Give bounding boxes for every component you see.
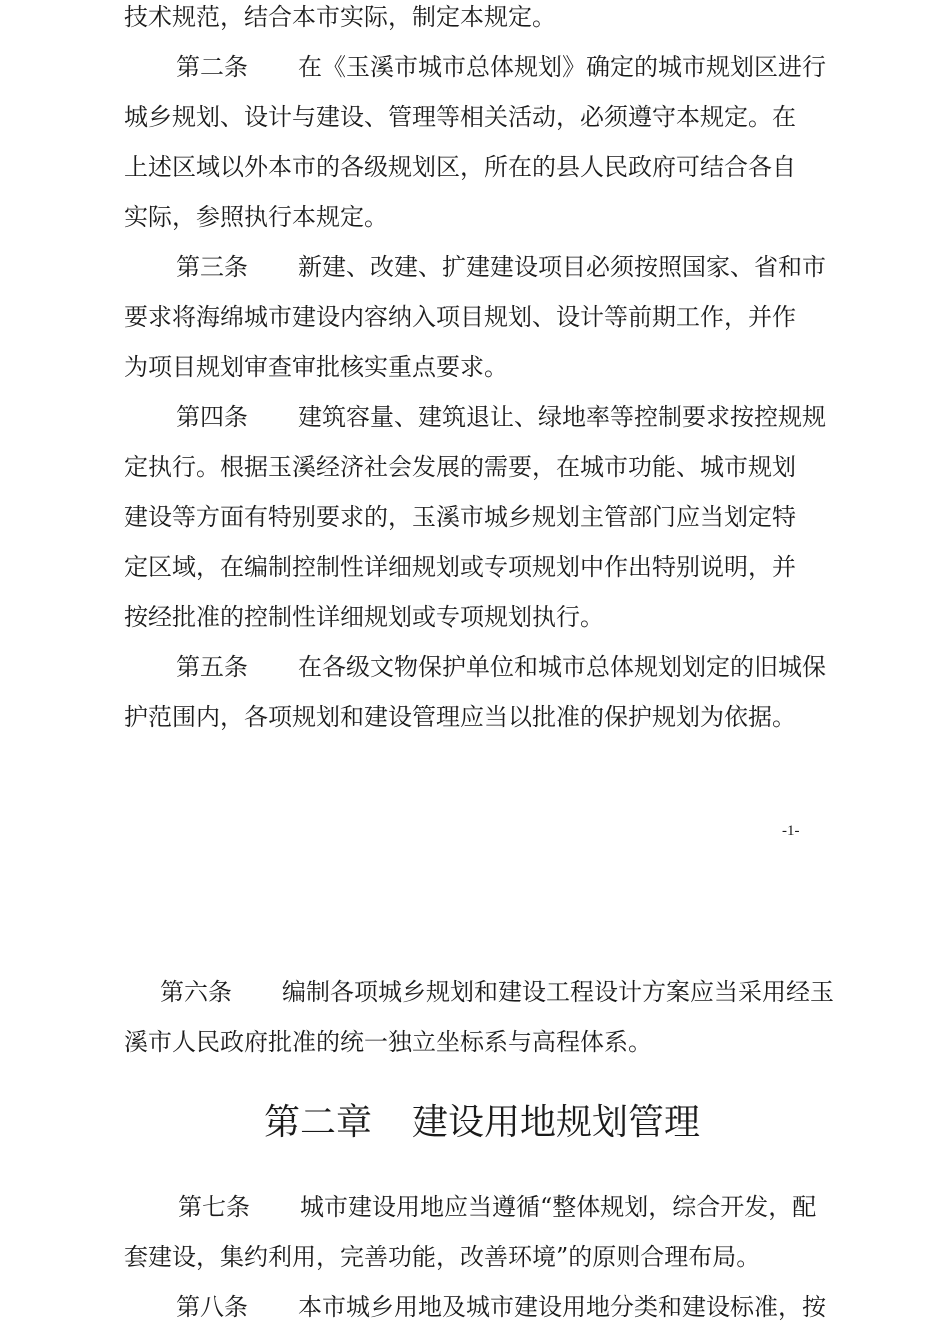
article-text: 建筑容量、建筑退让、绿地率等控制要求按控规规	[298, 403, 826, 431]
article-text: 在各级文物保护单位和城市总体规划划定的旧城保	[298, 653, 826, 681]
article-text: 城市建设用地应当遵循“整体规划，综合开发，配	[300, 1193, 817, 1221]
article-2-first-line	[176, 52, 826, 82]
text-line: 建设等方面有特别要求的，玉溪市城乡规划主管部门应当划定特	[124, 503, 796, 531]
article-number: 第二条	[176, 53, 248, 81]
article-5-first-line	[176, 652, 826, 682]
article-4-first-line	[176, 402, 826, 432]
text-line: 要求将海绵城市建设内容纳入项目规划、设计等前期工作，并作	[124, 303, 796, 331]
article-text: 新建、改建、扩建建设项目必须按照国家、省和市	[298, 253, 826, 281]
article-number: 第八条	[176, 1293, 248, 1321]
article-6-first-line	[160, 977, 834, 1007]
chapter-heading	[264, 1102, 700, 1144]
text-line: 定执行。根据玉溪经济社会发展的需要，在城市功能、城市规划	[124, 453, 796, 481]
text-line: 护范围内，各项规划和建设管理应当以批准的保护规划为依据。	[124, 703, 796, 731]
article-text: 本市城乡用地及城市建设用地分类和建设标准，按	[298, 1293, 826, 1321]
article-number: 第七条	[178, 1193, 250, 1221]
article-7-first-line	[178, 1192, 816, 1222]
text-line: 套建设，集约利用，完善功能，改善环境”的原则合理布局。	[124, 1243, 761, 1271]
article-3-first-line	[176, 252, 826, 282]
chapter-title: 建设用地规划管理	[412, 1102, 701, 1143]
article-8-first-line	[176, 1292, 826, 1322]
article-number: 第三条	[176, 253, 248, 281]
article-text: 编制各项城乡规划和建设工程设计方案应当采用经玉	[282, 978, 834, 1006]
text-line: 为项目规划审查审批核实重点要求。	[124, 353, 508, 381]
article-number: 第四条	[176, 403, 248, 431]
article-number: 第五条	[176, 653, 248, 681]
text-line: 实际，参照执行本规定。	[124, 203, 388, 231]
article-number: 第六条	[160, 978, 232, 1006]
chapter-number: 第二章	[264, 1102, 373, 1143]
text-line: 按经批准的控制性详细规划或专项规划执行。	[124, 603, 604, 631]
text-line: 上述区域以外本市的各级规划区，所在的县人民政府可结合各自	[124, 153, 796, 181]
text-line: 溪市人民政府批准的统一独立坐标系与高程体系。	[124, 1028, 652, 1056]
text-line: 技术规范，结合本市实际，制定本规定。	[124, 3, 556, 31]
page-number: -1-	[782, 823, 800, 839]
text-line: 城乡规划、设计与建设、管理等相关活动，必须遵守本规定。在	[124, 103, 796, 131]
text-line: 定区域，在编制控制性详细规划或专项规划中作出特别说明，并	[124, 553, 796, 581]
article-text: 在《玉溪市城市总体规划》确定的城市规划区进行	[298, 53, 826, 81]
